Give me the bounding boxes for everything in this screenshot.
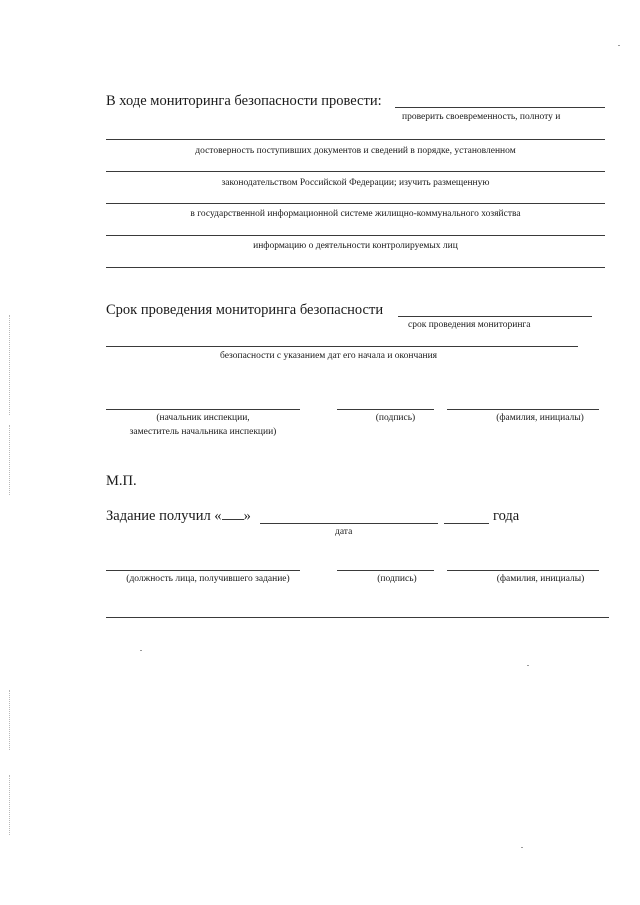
fill-line [106, 235, 605, 236]
position-line [106, 409, 300, 410]
receiver-signature-caption: (подпись) [377, 574, 417, 584]
position-line [106, 570, 300, 571]
fill-line [106, 346, 578, 347]
receiver-name-caption: (фамилия, инициалы) [496, 574, 585, 584]
period-heading: Срок проведения мониторинга безопасности [106, 302, 384, 318]
day-fill [222, 519, 244, 520]
period-caption-2: безопасности с указанием дат его начала и окончания [220, 351, 438, 361]
position-caption-1: (начальник инспекции, [156, 413, 250, 423]
signature-line [337, 570, 434, 571]
fill-line [106, 139, 605, 140]
received-line [106, 508, 251, 525]
scan-margin-dots [9, 775, 11, 835]
scan-speck [527, 665, 529, 666]
received-suffix: » [243, 508, 251, 524]
name-caption: (фамилия, инициалы) [496, 413, 584, 423]
scan-margin-dots [9, 690, 11, 750]
received-prefix: Задание получил « [106, 508, 222, 524]
month-fill-line [260, 523, 438, 524]
signature-line [337, 409, 434, 410]
monitoring-text-line-2: достоверность поступивших документов и сведений в порядке, установленном [195, 146, 516, 156]
monitoring-text-line-5: информацию о деятельности контролируемых лиц [253, 241, 458, 251]
name-line [447, 570, 599, 571]
bottom-rule [106, 617, 609, 618]
fill-line [106, 267, 605, 268]
fill-line [106, 171, 605, 172]
period-caption-1: срок проведения мониторинга [408, 320, 531, 330]
year-word: года [493, 508, 520, 524]
scan-speck [521, 847, 523, 848]
scan-speck [618, 45, 620, 46]
scan-margin-dots [9, 425, 11, 495]
receiver-position-caption: (должность лица, получившего задание) [126, 574, 290, 584]
date-caption: дата [335, 527, 353, 537]
scan-speck [140, 650, 142, 651]
signature-caption: (подпись) [375, 413, 416, 423]
position-caption-2: заместитель начальника инспекции) [129, 427, 277, 437]
fill-line [106, 203, 605, 204]
fill-line [398, 316, 592, 317]
stamp-label: М.П. [106, 473, 137, 489]
year-fill-line [444, 523, 489, 524]
monitoring-text-line-3: законодательством Российской Федерации; изучить размещенную [221, 178, 490, 188]
fill-line [395, 107, 605, 108]
name-line [447, 409, 599, 410]
scan-margin-dots [9, 315, 11, 415]
monitoring-text-line-4: в государственной информационной системе жилищно-коммунального хозяйства [190, 209, 521, 219]
monitoring-text-line-1: проверить своевременность, полноту и [402, 112, 561, 122]
monitoring-heading: В ходе мониторинга безопасности провести: [106, 93, 382, 109]
